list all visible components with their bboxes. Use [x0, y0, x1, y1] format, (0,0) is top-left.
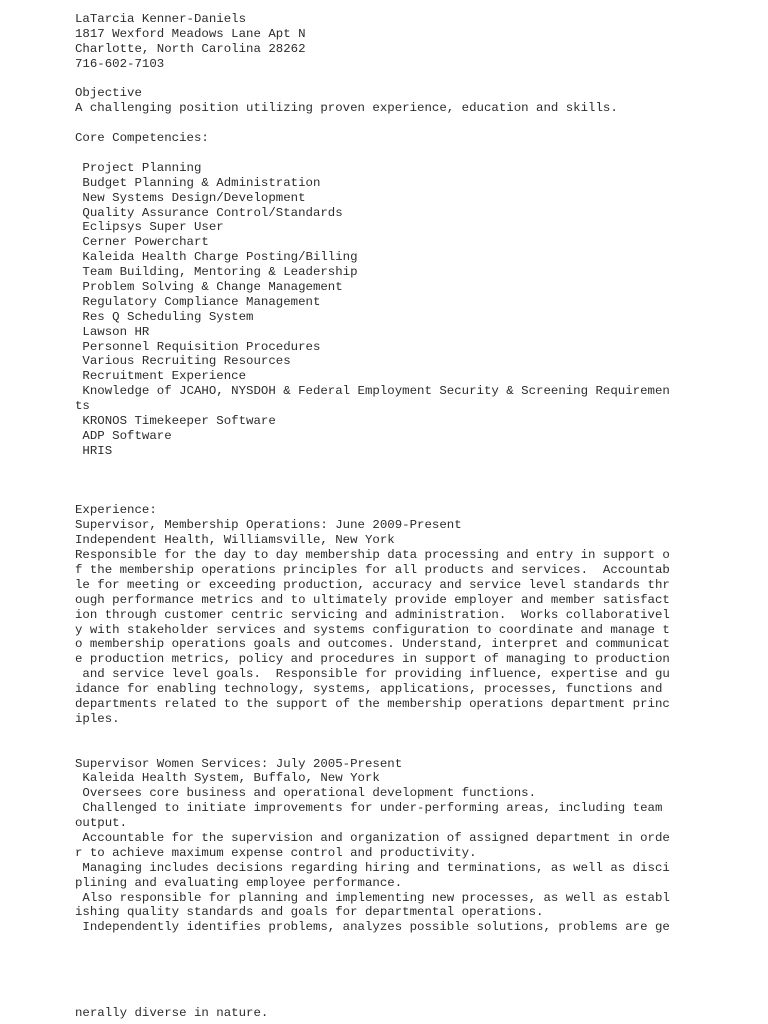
blank-line	[75, 489, 755, 504]
job-1-line: e production metrics, policy and procedures in support of managing to production	[75, 652, 670, 667]
blank-line	[75, 72, 755, 87]
blank-line	[75, 116, 755, 131]
competency-item: Team Building, Mentoring & Leadership	[75, 265, 358, 280]
job-1-line: y with stakeholder services and systems configuration to coordinate and manage t	[75, 622, 670, 637]
experience-heading: Experience:	[75, 503, 157, 518]
competencies-heading: Core Competencies:	[75, 131, 209, 146]
phone-number: 716-602-7103	[75, 56, 165, 71]
job-2-line: Managing includes decisions regarding hiring and terminations, as well as disci	[75, 860, 670, 875]
competency-item: New Systems Design/Development	[75, 190, 306, 205]
competency-item: HRIS	[75, 443, 113, 458]
job-2-line: Oversees core business and operational development functions.	[75, 786, 537, 801]
competency-item: Quality Assurance Control/Standards	[75, 205, 343, 220]
job-2-line: Also responsible for planning and implementing new processes, as well as establ	[75, 890, 670, 905]
job-2-line: ishing quality standards and goals for departmental operations.	[75, 905, 544, 920]
competency-item: Budget Planning & Administration	[75, 175, 321, 190]
competency-item: Project Planning	[75, 160, 202, 175]
blank-line	[75, 742, 755, 757]
job-2-section	[75, 757, 755, 936]
address-line-2: Charlotte, North Carolina 28262	[75, 41, 306, 56]
competency-item: Recruitment Experience	[75, 369, 247, 384]
competency-item: Eclipsys Super User	[75, 220, 224, 235]
address-line-1: 1817 Wexford Meadows Lane Apt N	[75, 26, 306, 41]
competency-item: KRONOS Timekeeper Software	[75, 414, 276, 429]
competency-item: Kaleida Health Charge Posting/Billing	[75, 250, 358, 265]
job-1-line: departments related to the support of the membership operations department princ	[75, 696, 670, 711]
competency-item: Cerner Powerchart	[75, 235, 209, 250]
job-1-line: f the membership operations principles for all products and services. Accountab	[75, 562, 670, 577]
job-1-line: ion through customer centric servicing and administration. Works collaborativel	[75, 607, 670, 622]
blank-line	[75, 474, 755, 489]
job-2-line: output.	[75, 816, 128, 831]
job-1-line: le for meeting or exceeding production, accuracy and service level standards thr	[75, 577, 670, 592]
job-1-section	[75, 518, 755, 726]
resume-document	[75, 12, 755, 935]
competency-item: Personnel Requisition Procedures	[75, 339, 321, 354]
blank-line	[75, 459, 755, 474]
competency-item: Regulatory Compliance Management	[75, 294, 321, 309]
continuation-line: nerally diverse in nature.	[75, 1006, 269, 1020]
job-1-line: iples.	[75, 711, 120, 726]
blank-line	[75, 727, 755, 742]
objective-text: A challenging position utilizing proven experience, education and skills.	[75, 101, 618, 116]
applicant-name: LaTarcia Kenner-Daniels	[75, 12, 247, 26]
job-2-line: Kaleida Health System, Buffalo, New York	[75, 771, 380, 786]
job-1-line: ough performance metrics and to ultimately provide employer and member satisfact	[75, 592, 670, 607]
competency-item: Res Q Scheduling System	[75, 309, 254, 324]
job-2-line: Challenged to initiate improvements for under-performing areas, including team	[75, 801, 663, 816]
job-1-line: o membership operations goals and outcomes. Understand, interpret and communicat	[75, 637, 670, 652]
competencies-list	[75, 161, 755, 459]
competency-item: Lawson HR	[75, 324, 150, 339]
job-1-line: Independent Health, Williamsville, New York	[75, 533, 395, 548]
objective-heading: Objective	[75, 86, 142, 101]
job-1-line: idance for enabling technology, systems, applications, processes, functions and	[75, 682, 663, 697]
job-1-line: and service level goals. Responsible for providing influence, expertise and gu	[75, 667, 670, 682]
job-2-line: Supervisor Women Services: July 2005-Present	[75, 756, 403, 771]
job-2-line: Independently identifies problems, analyzes possible solutions, problems are ge	[75, 920, 670, 935]
job-1-line: Responsible for the day to day membership data processing and entry in support o	[75, 548, 670, 563]
competency-item: ts	[75, 399, 90, 414]
competency-item: Various Recruiting Resources	[75, 354, 291, 369]
competency-item: Problem Solving & Change Management	[75, 280, 343, 295]
job-2-line: Accountable for the supervision and organization of assigned department in orde	[75, 830, 670, 845]
blank-line	[75, 146, 755, 161]
job-1-line: Supervisor, Membership Operations: June 2009-Present	[75, 518, 462, 533]
competency-item: ADP Software	[75, 428, 172, 443]
job-2-line: r to achieve maximum expense control and productivity.	[75, 845, 477, 860]
job-2-line: plining and evaluating employee performance.	[75, 875, 403, 890]
competency-item: Knowledge of JCAHO, NYSDOH & Federal Employment Security & Screening Requiremen	[75, 384, 670, 399]
